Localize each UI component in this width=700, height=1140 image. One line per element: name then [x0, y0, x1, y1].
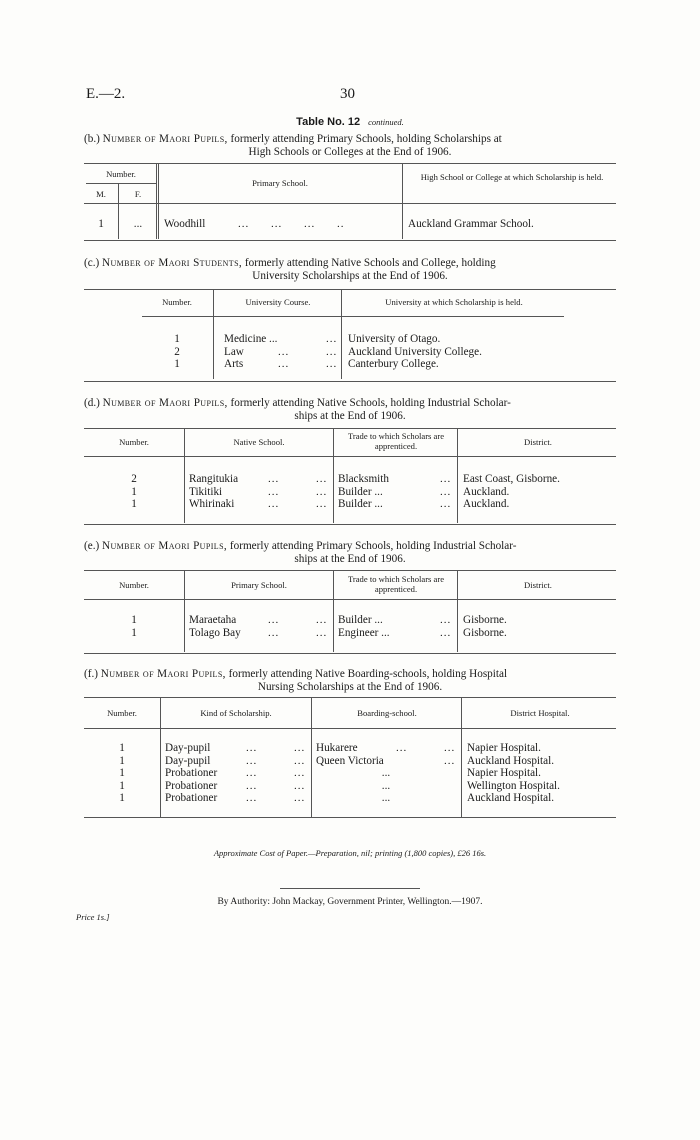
rule [84, 428, 616, 429]
leader-dots: ... [316, 498, 328, 510]
column-rule [402, 163, 403, 239]
column-rule [457, 570, 458, 652]
cell-district: Gisborne. [463, 626, 507, 639]
section-caption-line1: formerly attending Native Schools and College, holding [244, 257, 496, 269]
leader-dots: ... [440, 498, 452, 510]
rule [84, 289, 616, 290]
leader-dots: ... [294, 792, 306, 804]
header-primary-school: Primary School. [252, 178, 308, 188]
section-letter: (c.) [84, 257, 100, 269]
section-letter: (f.) [84, 668, 98, 680]
cell-kind: Day-pupil [165, 754, 211, 767]
leader-dots: ... [268, 626, 280, 639]
section-caption-line2: University Scholarships at the End of 1906. [252, 270, 448, 282]
cell-kind: Probationer [165, 792, 218, 804]
column-rule [341, 289, 342, 379]
leader-dots: ... ... ... .. [238, 218, 345, 230]
header-number: Number. [119, 437, 149, 447]
section-letter: (d.) [84, 397, 100, 409]
cell-district-hospital: Auckland Hospital. [467, 792, 554, 804]
leader-dots: ... [326, 358, 338, 370]
header-f: F. [134, 189, 142, 199]
rule [84, 728, 616, 729]
cell-school: Tikitiki [189, 485, 223, 498]
cell-district-hospital: Wellington Hospital. [467, 779, 560, 792]
section-caption-line1: formerly attending Primary Schools, holding Scholarships at [230, 133, 502, 145]
column-rule [160, 697, 161, 817]
leader-dots: ... [326, 333, 338, 345]
rule [84, 240, 616, 241]
cell-kind: Day-pupil [165, 742, 211, 754]
header-district: District. [524, 437, 552, 447]
cell-school: Maraetaha [189, 614, 237, 626]
rule [84, 456, 616, 457]
leader-dots: ... [444, 754, 456, 767]
cell-number: 1 [174, 333, 180, 345]
leader-dots: ... [316, 614, 328, 626]
cell-number: 1 [119, 779, 125, 792]
cell-district-hospital: Napier Hospital. [467, 742, 541, 754]
rule [84, 381, 616, 382]
section-letter: (b.) [84, 133, 100, 145]
header-trade: Trade to which Scholars are apprenticed. [347, 431, 445, 451]
leader-dots: ... [246, 779, 258, 792]
cell-trade: Blacksmith [338, 473, 389, 485]
cell-district: Auckland. [463, 498, 510, 510]
cost-of-paper-note: Approximate Cost of Paper.—Preparation, nil; printing (1,800 copies), £26 16s. [213, 848, 487, 858]
column-rule [333, 570, 334, 652]
cell-university: Auckland University College. [348, 345, 482, 358]
cell-course: Medicine ... [224, 333, 278, 345]
leader-dots: ... [316, 485, 328, 498]
leader-dots: ... [246, 767, 258, 779]
column-rule [213, 289, 214, 379]
cell-district: Auckland. [463, 485, 510, 498]
price-note: Price 1s.] [76, 912, 110, 922]
section-caption-line2: High Schools or Colleges at the End of 1906. [248, 146, 452, 158]
header-number: Number. [162, 297, 192, 307]
cell-university: University of Otago. [348, 333, 441, 345]
section-caps: Number of Maori Pupils, [102, 133, 228, 145]
rule [86, 183, 156, 184]
page-number: 30 [340, 86, 355, 102]
header-university-course: University Course. [245, 297, 311, 307]
cell-number: 2 [174, 345, 180, 358]
leader-dots: ... [294, 754, 306, 767]
cell-number: 1 [119, 754, 125, 767]
cell-f: ... [133, 218, 143, 230]
leader-dots: ... [440, 614, 452, 626]
leader-dots: ... [246, 792, 258, 804]
column-rule [118, 183, 119, 239]
cell-trade: Builder ... [338, 614, 383, 626]
column-rule [457, 428, 458, 523]
cell-school: Tolago Bay [189, 626, 241, 639]
section-caps: Number of Maori Pupils, [100, 668, 226, 680]
cell-boarding-school: ... [381, 779, 391, 792]
section-letter: (e.) [84, 540, 100, 552]
cell-boarding-school: ... [381, 767, 391, 779]
cell-primary-school: Woodhill [164, 218, 206, 230]
cell-district-hospital: Napier Hospital. [467, 767, 541, 779]
header-number: Number. [119, 580, 149, 590]
cell-number: 1 [131, 498, 137, 510]
header-m: M. [96, 189, 106, 199]
cell-boarding-school: Queen Victoria [316, 754, 384, 767]
cell-m: 1 [98, 218, 104, 230]
cell-boarding-school: Hukarere [316, 742, 358, 754]
header-boarding-school: Boarding-school. [357, 708, 417, 718]
cell-kind: Probationer [165, 767, 218, 779]
rule [84, 524, 616, 525]
cell-boarding-school: ... [381, 792, 391, 804]
section-caps: Number of Maori Pupils, [102, 397, 228, 409]
header-native-school: Native School. [233, 437, 285, 447]
header-primary-school: Primary School. [231, 580, 287, 590]
column-rule [461, 697, 462, 817]
leader-dots: ... [440, 473, 452, 485]
section-caption-line1: formerly attending Native Boarding-schools, holding Hospital [228, 668, 508, 680]
rule [142, 316, 564, 317]
section-c-caption [84, 257, 616, 283]
rule [84, 570, 616, 571]
report-reference: E.—2. [86, 86, 126, 102]
cell-number: 1 [119, 792, 125, 804]
cell-course: Law [224, 345, 244, 358]
leader-dots: ... [326, 345, 338, 358]
leader-dots: ... [246, 742, 258, 754]
cell-district-hospital: Auckland Hospital. [467, 754, 554, 767]
header-scholarship-held: High School or College at which Scholarship is held. [420, 172, 604, 182]
leader-dots: ... [444, 742, 456, 754]
cell-number: 1 [131, 614, 137, 626]
section-caption-line2: Nursing Scholarships at the End of 1906. [257, 681, 443, 693]
header-number: Number. [106, 169, 136, 179]
cell-school: Rangitukia [189, 473, 239, 485]
section-b-caption [84, 133, 616, 159]
section-caps: Number of Maori Pupils, [102, 540, 228, 552]
section-caption-line2: ships at the End of 1906. [294, 553, 406, 565]
leader-dots: ... [268, 614, 280, 626]
section-caps: Number of Maori Students, [102, 257, 243, 269]
printer-authority: By Authority: John Mackay, Government Printer, Wellington.—1907. [217, 897, 483, 907]
leader-dots: ... [440, 485, 452, 498]
column-rule [184, 428, 185, 523]
leader-dots: ... [294, 767, 306, 779]
leader-dots: ... [268, 485, 280, 498]
cell-district: Gisborne. [463, 614, 507, 626]
leader-dots: ... [294, 742, 306, 754]
header-district: District. [524, 580, 552, 590]
header-trade: Trade to which Scholars are apprenticed. [347, 574, 445, 594]
rule [84, 163, 616, 164]
cell-school: Whirinaki [189, 498, 235, 510]
cell-university: Canterbury College. [348, 358, 439, 370]
cell-kind: Probationer [165, 779, 218, 792]
leader-dots: ... [268, 498, 280, 510]
section-caption-line1: formerly attending Primary Schools, holding Industrial Scholar- [229, 540, 517, 552]
table-title [0, 116, 700, 128]
leader-dots: ... [316, 473, 328, 485]
rule [84, 599, 616, 600]
cell-number: 1 [119, 742, 125, 754]
section-f-caption [84, 668, 616, 694]
section-e-caption [84, 540, 616, 566]
column-rule [184, 570, 185, 652]
cell-trade: Engineer ... [338, 626, 390, 639]
header-kind: Kind of Scholarship. [200, 708, 272, 718]
cell-number: 2 [131, 473, 137, 485]
leader-dots: ... [268, 473, 280, 485]
leader-dots: ... [278, 345, 290, 358]
cell-trade: Builder ... [338, 498, 383, 510]
header-number: Number. [107, 708, 137, 718]
leader-dots: ... [440, 626, 452, 639]
cell-course: Arts [224, 358, 244, 370]
leader-dots: ... [246, 754, 258, 767]
cell-number: 1 [119, 767, 125, 779]
cell-district: East Coast, Gisborne. [463, 473, 560, 485]
table-title-note: continued. [368, 117, 404, 127]
cell-number: 1 [131, 626, 137, 639]
cell-number: 1 [174, 358, 180, 370]
leader-dots: ... [396, 742, 408, 754]
column-rule [333, 428, 334, 523]
rule [280, 888, 420, 889]
header-university: University at which Scholarship is held. [385, 297, 523, 307]
rule [84, 817, 616, 818]
table-title-label: Table No. 12 [296, 116, 361, 128]
column-rule [156, 163, 161, 239]
rule [84, 653, 616, 654]
rule [84, 697, 616, 698]
header-district-hospital: District Hospital. [510, 708, 570, 718]
leader-dots: ... [278, 358, 290, 370]
leader-dots: ... [316, 626, 328, 639]
rule [84, 203, 616, 204]
leader-dots: ... [294, 779, 306, 792]
section-d-caption [84, 397, 616, 423]
section-caption-line2: ships at the End of 1906. [294, 410, 406, 422]
section-caption-line1: formerly attending Native Schools, holding Industrial Scholar- [230, 397, 511, 409]
cell-number: 1 [131, 485, 137, 498]
cell-scholarship-held: Auckland Grammar School. [408, 218, 534, 230]
cell-trade: Builder ... [338, 485, 383, 498]
